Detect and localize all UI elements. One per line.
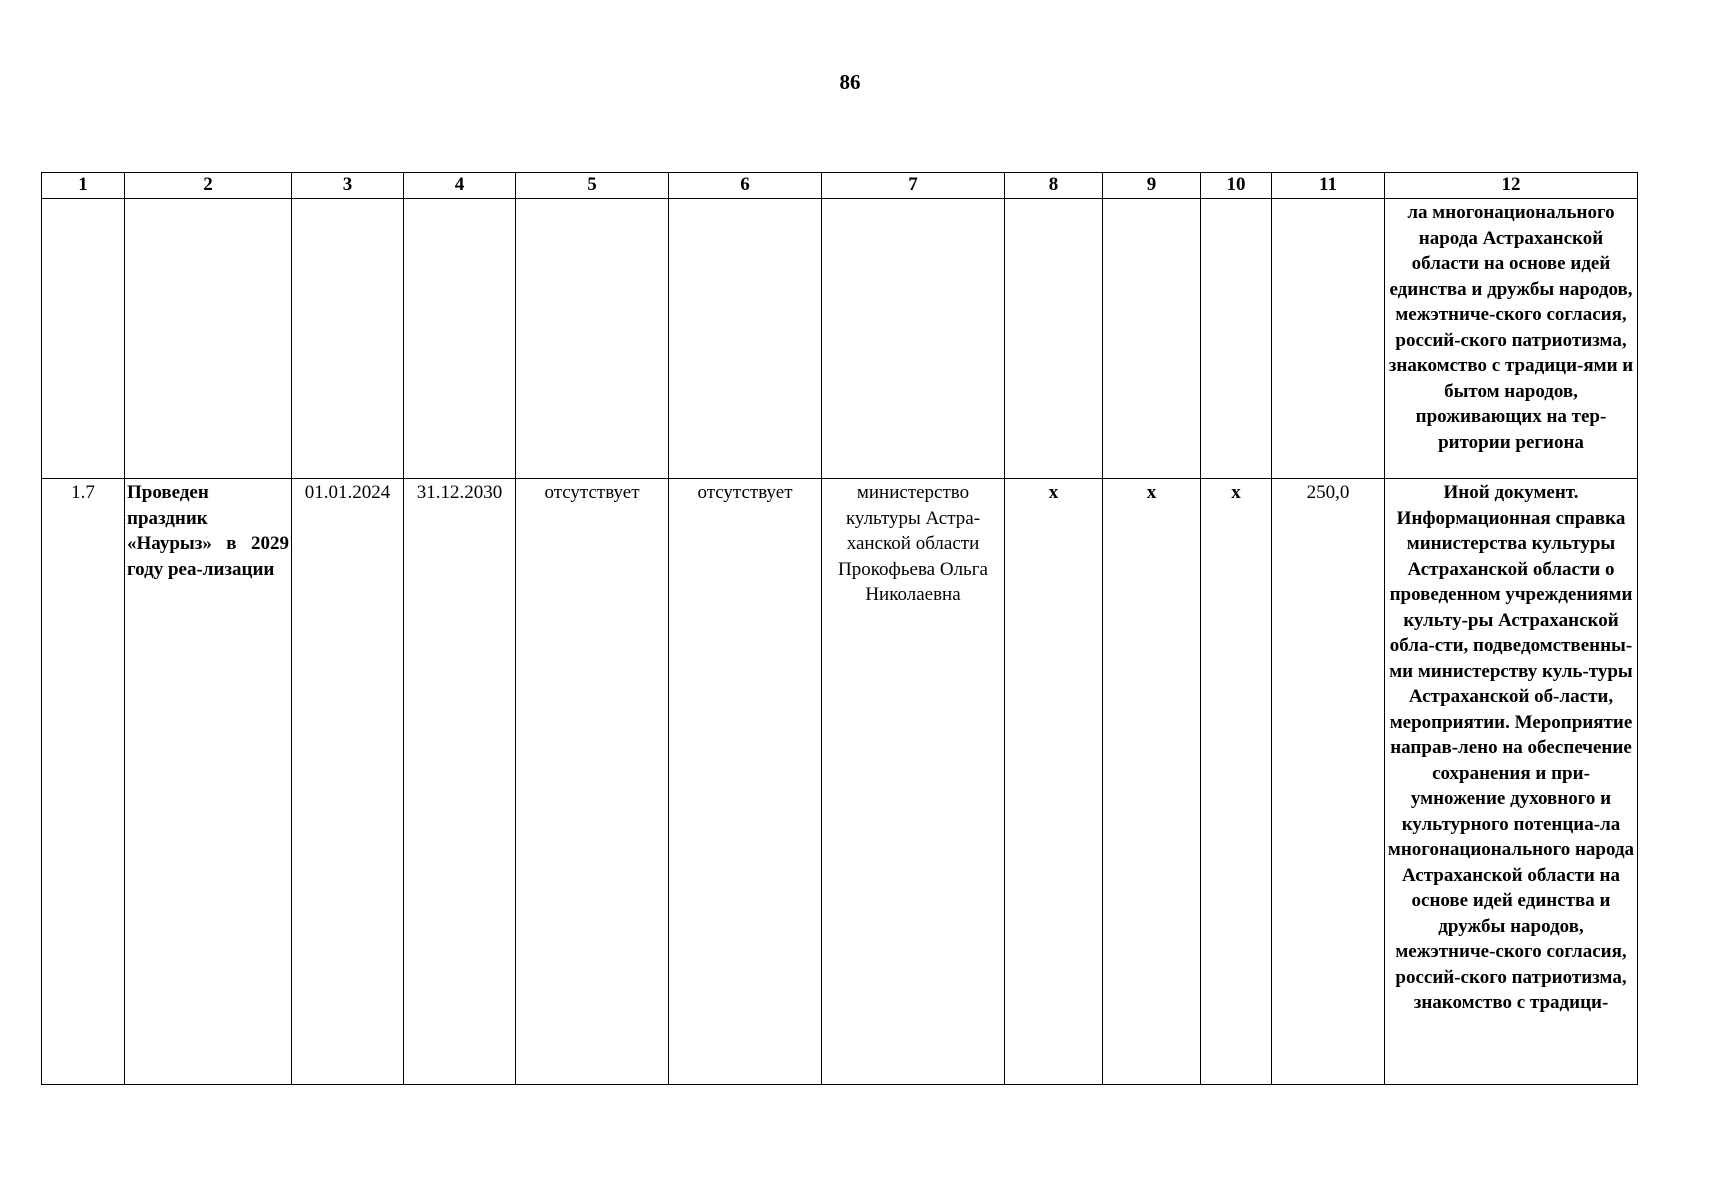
cell-empty [404,199,516,479]
header-col-5: 5 [516,173,669,199]
cell-start-date: 01.01.2024 [292,479,404,1085]
header-col-11: 11 [1272,173,1385,199]
cell-empty [1005,199,1103,479]
cell-col-6: отсутствует [669,479,822,1085]
cell-amount: 250,0 [1272,479,1385,1085]
header-col-4: 4 [404,173,516,199]
cell-event-name: Проведен праздник «Наурыз» в 2029 году реа-лизации [125,479,292,1085]
header-col-1: 1 [42,173,125,199]
cell-empty [822,199,1005,479]
document-table [41,172,1638,1085]
cell-empty [669,199,822,479]
cell-col-10: х [1201,479,1272,1085]
header-col-8: 8 [1005,173,1103,199]
cell-empty [1272,199,1385,479]
cell-number: 1.7 [42,479,125,1085]
header-col-2: 2 [125,173,292,199]
header-col-12: 12 [1385,173,1638,199]
cell-end-date: 31.12.2030 [404,479,516,1085]
cell-result-description-continued: ла многонационального народа Астраханской области на основе идей единства и дружбы народов, межэтниче-ского согласия, россий-ского патриотизма, знакомство с традици-ями и бытом народов, проживающих на тер-ритории региона [1385,199,1638,479]
header-col-10: 10 [1201,173,1272,199]
cell-col-8: х [1005,479,1103,1085]
header-col-9: 9 [1103,173,1201,199]
header-col-7: 7 [822,173,1005,199]
cell-empty [1201,199,1272,479]
cell-empty [1103,199,1201,479]
table-row-continuation [42,199,1638,479]
table-row-1-7 [42,479,1638,1085]
header-col-6: 6 [669,173,822,199]
cell-col-9: х [1103,479,1201,1085]
cell-result-description: Иной документ. Информационная справка министерства культуры Астраханской области о проведенном учреждениями культу-ры Астраханской обла-сти, подведомственны-ми министерству куль-туры Астраханской об-ласти, мероприятии. Мероприятие направ-лено на обеспечение сохранения и при-умножение духовного и культурного потенциа-ла многонационального народа Астраханской области на основе идей единства и дружбы народов, межэтниче-ского согласия, россий-ского патриотизма, знакомство с традици- [1385,479,1638,1085]
page-number: 86 [839,70,861,94]
cell-empty [516,199,669,479]
header-col-3: 3 [292,173,404,199]
cell-col-5: отсутствует [516,479,669,1085]
cell-empty [292,199,404,479]
cell-empty [42,199,125,479]
cell-empty [125,199,292,479]
cell-responsible: министерство культуры Астра-ханской области Прокофьева Ольга Николаевна [822,479,1005,1085]
header-row [42,173,1638,199]
